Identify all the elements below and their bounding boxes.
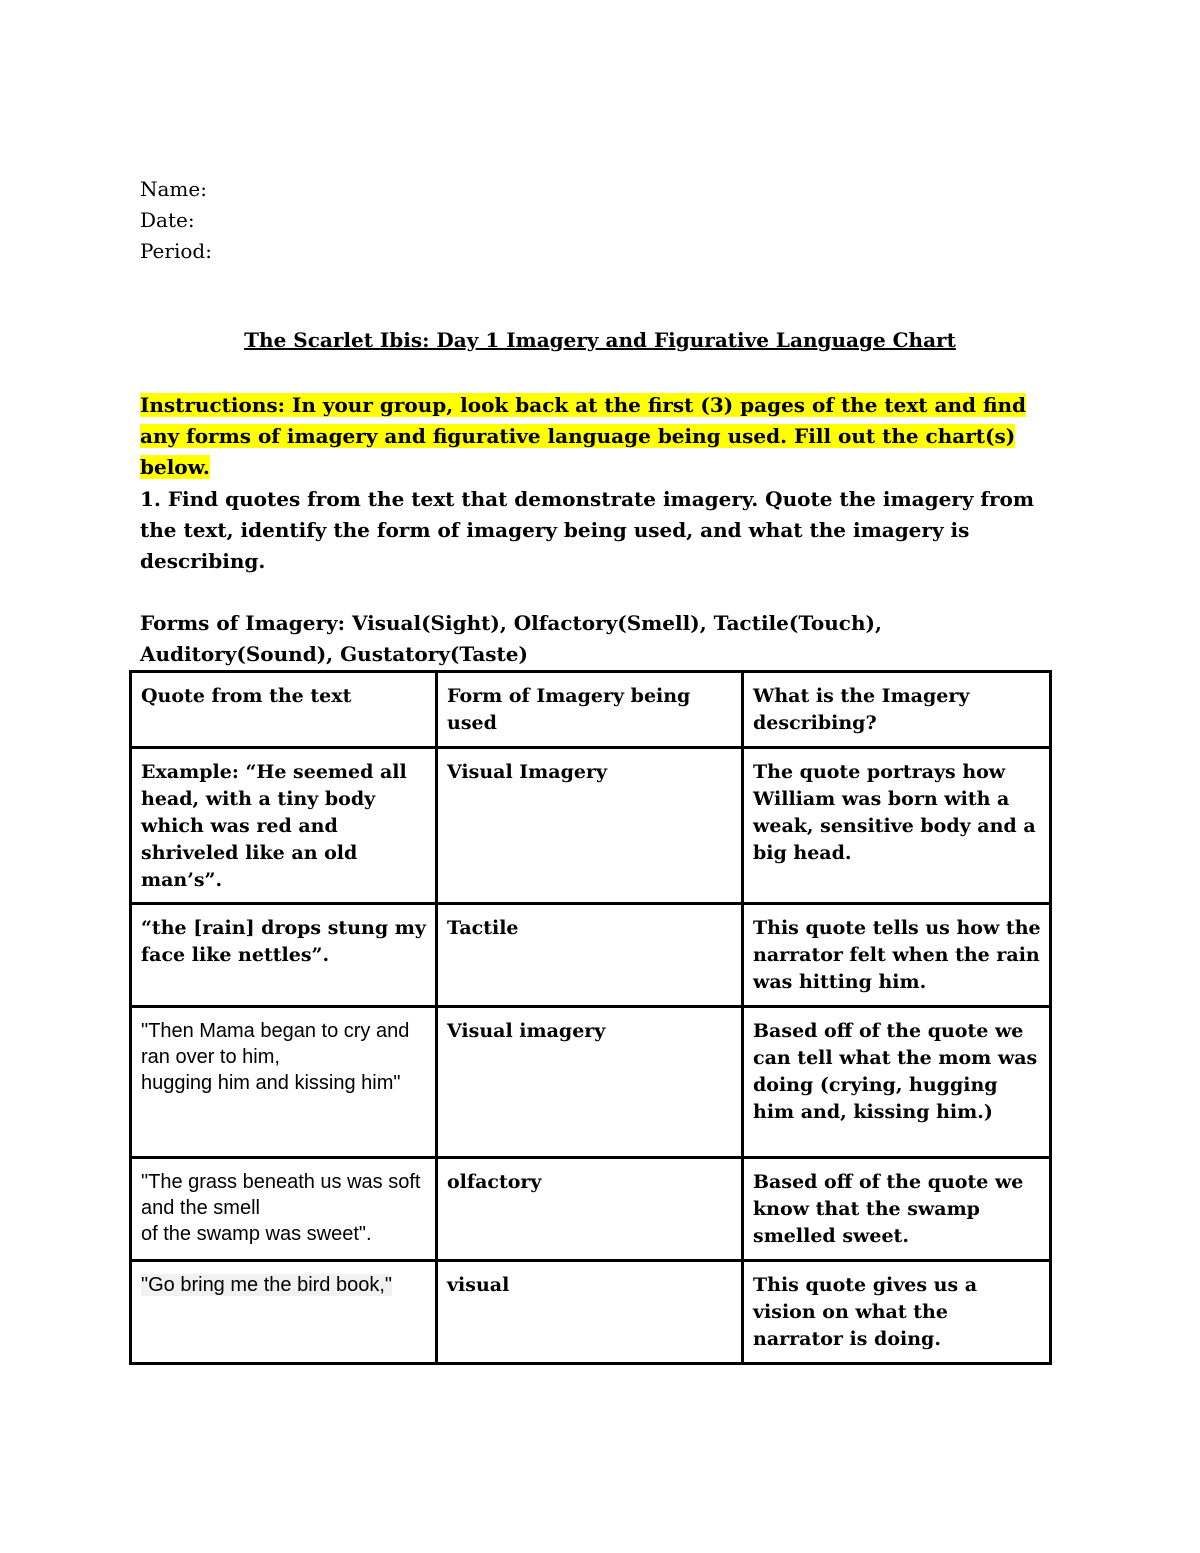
cell-form: Visual Imagery — [437, 748, 743, 904]
cell-form: visual — [437, 1261, 743, 1364]
cell-form: Tactile — [437, 904, 743, 1007]
cell-quote: Example: “He seemed all head, with a tiny body which was red and shriveled like an old man’s”. — [131, 748, 437, 904]
header-quote: Quote from the text — [131, 672, 437, 748]
cell-form: Visual imagery — [437, 1007, 743, 1158]
cell-describing: Based off of the quote we know that the swamp smelled sweet. — [743, 1158, 1051, 1261]
cell-quote — [131, 1261, 437, 1364]
cell-quote: "Then Mama began to cry and ran over to him, hugging him and kissing him" — [131, 1007, 437, 1158]
table-row — [131, 1261, 1051, 1364]
table-row — [131, 748, 1051, 904]
cell-describing: This quote gives us a vision on what the narrator is doing. — [743, 1261, 1051, 1364]
period-label: Period: — [140, 239, 212, 263]
cell-quote: “the [rain] drops stung my face like nettles”. — [131, 904, 437, 1007]
table-row — [131, 1158, 1051, 1261]
cell-describing: The quote portrays how William was born with a weak, sensitive body and a big head. — [743, 748, 1051, 904]
student-info-block — [140, 174, 212, 267]
imagery-chart — [129, 670, 1052, 1365]
instructions — [140, 390, 1060, 483]
cell-describing: This quote tells us how the narrator felt when the rain was hitting him. — [743, 904, 1051, 1007]
cell-quote: "The grass beneath us was soft and the smell of the swamp was sweet". — [131, 1158, 437, 1261]
forms-of-imagery: Forms of Imagery: Visual(Sight), Olfactory(Smell), Tactile(Touch), Auditory(Sound), Gustatory(Taste) — [140, 611, 882, 666]
table-row — [131, 904, 1051, 1007]
header-form: Form of Imagery being used — [437, 672, 743, 748]
cell-form: olfactory — [437, 1158, 743, 1261]
table-header-row — [131, 672, 1051, 748]
header-describing: What is the Imagery describing? — [743, 672, 1051, 748]
page-title: The Scarlet Ibis: Day 1 Imagery and Figurative Language Chart — [244, 328, 956, 352]
instructions-text: Instructions: In your group, look back at the first (3) pages of the text and find any forms of imagery and figurative language being used. Fill out the chart(s) below. — [140, 393, 1027, 479]
question-1: 1. Find quotes from the text that demonstrate imagery. Quote the imagery from the text, identify the form of imagery being used, and what the imagery is describing. — [140, 487, 1035, 573]
name-label: Name: — [140, 177, 207, 201]
table-row — [131, 1007, 1051, 1158]
cell-quote-text: "Go bring me the bird book," — [141, 1274, 392, 1296]
date-label: Date: — [140, 208, 195, 232]
cell-describing: Based off of the quote we can tell what the mom was doing (crying, hugging him and, kissing him.) — [743, 1007, 1051, 1158]
